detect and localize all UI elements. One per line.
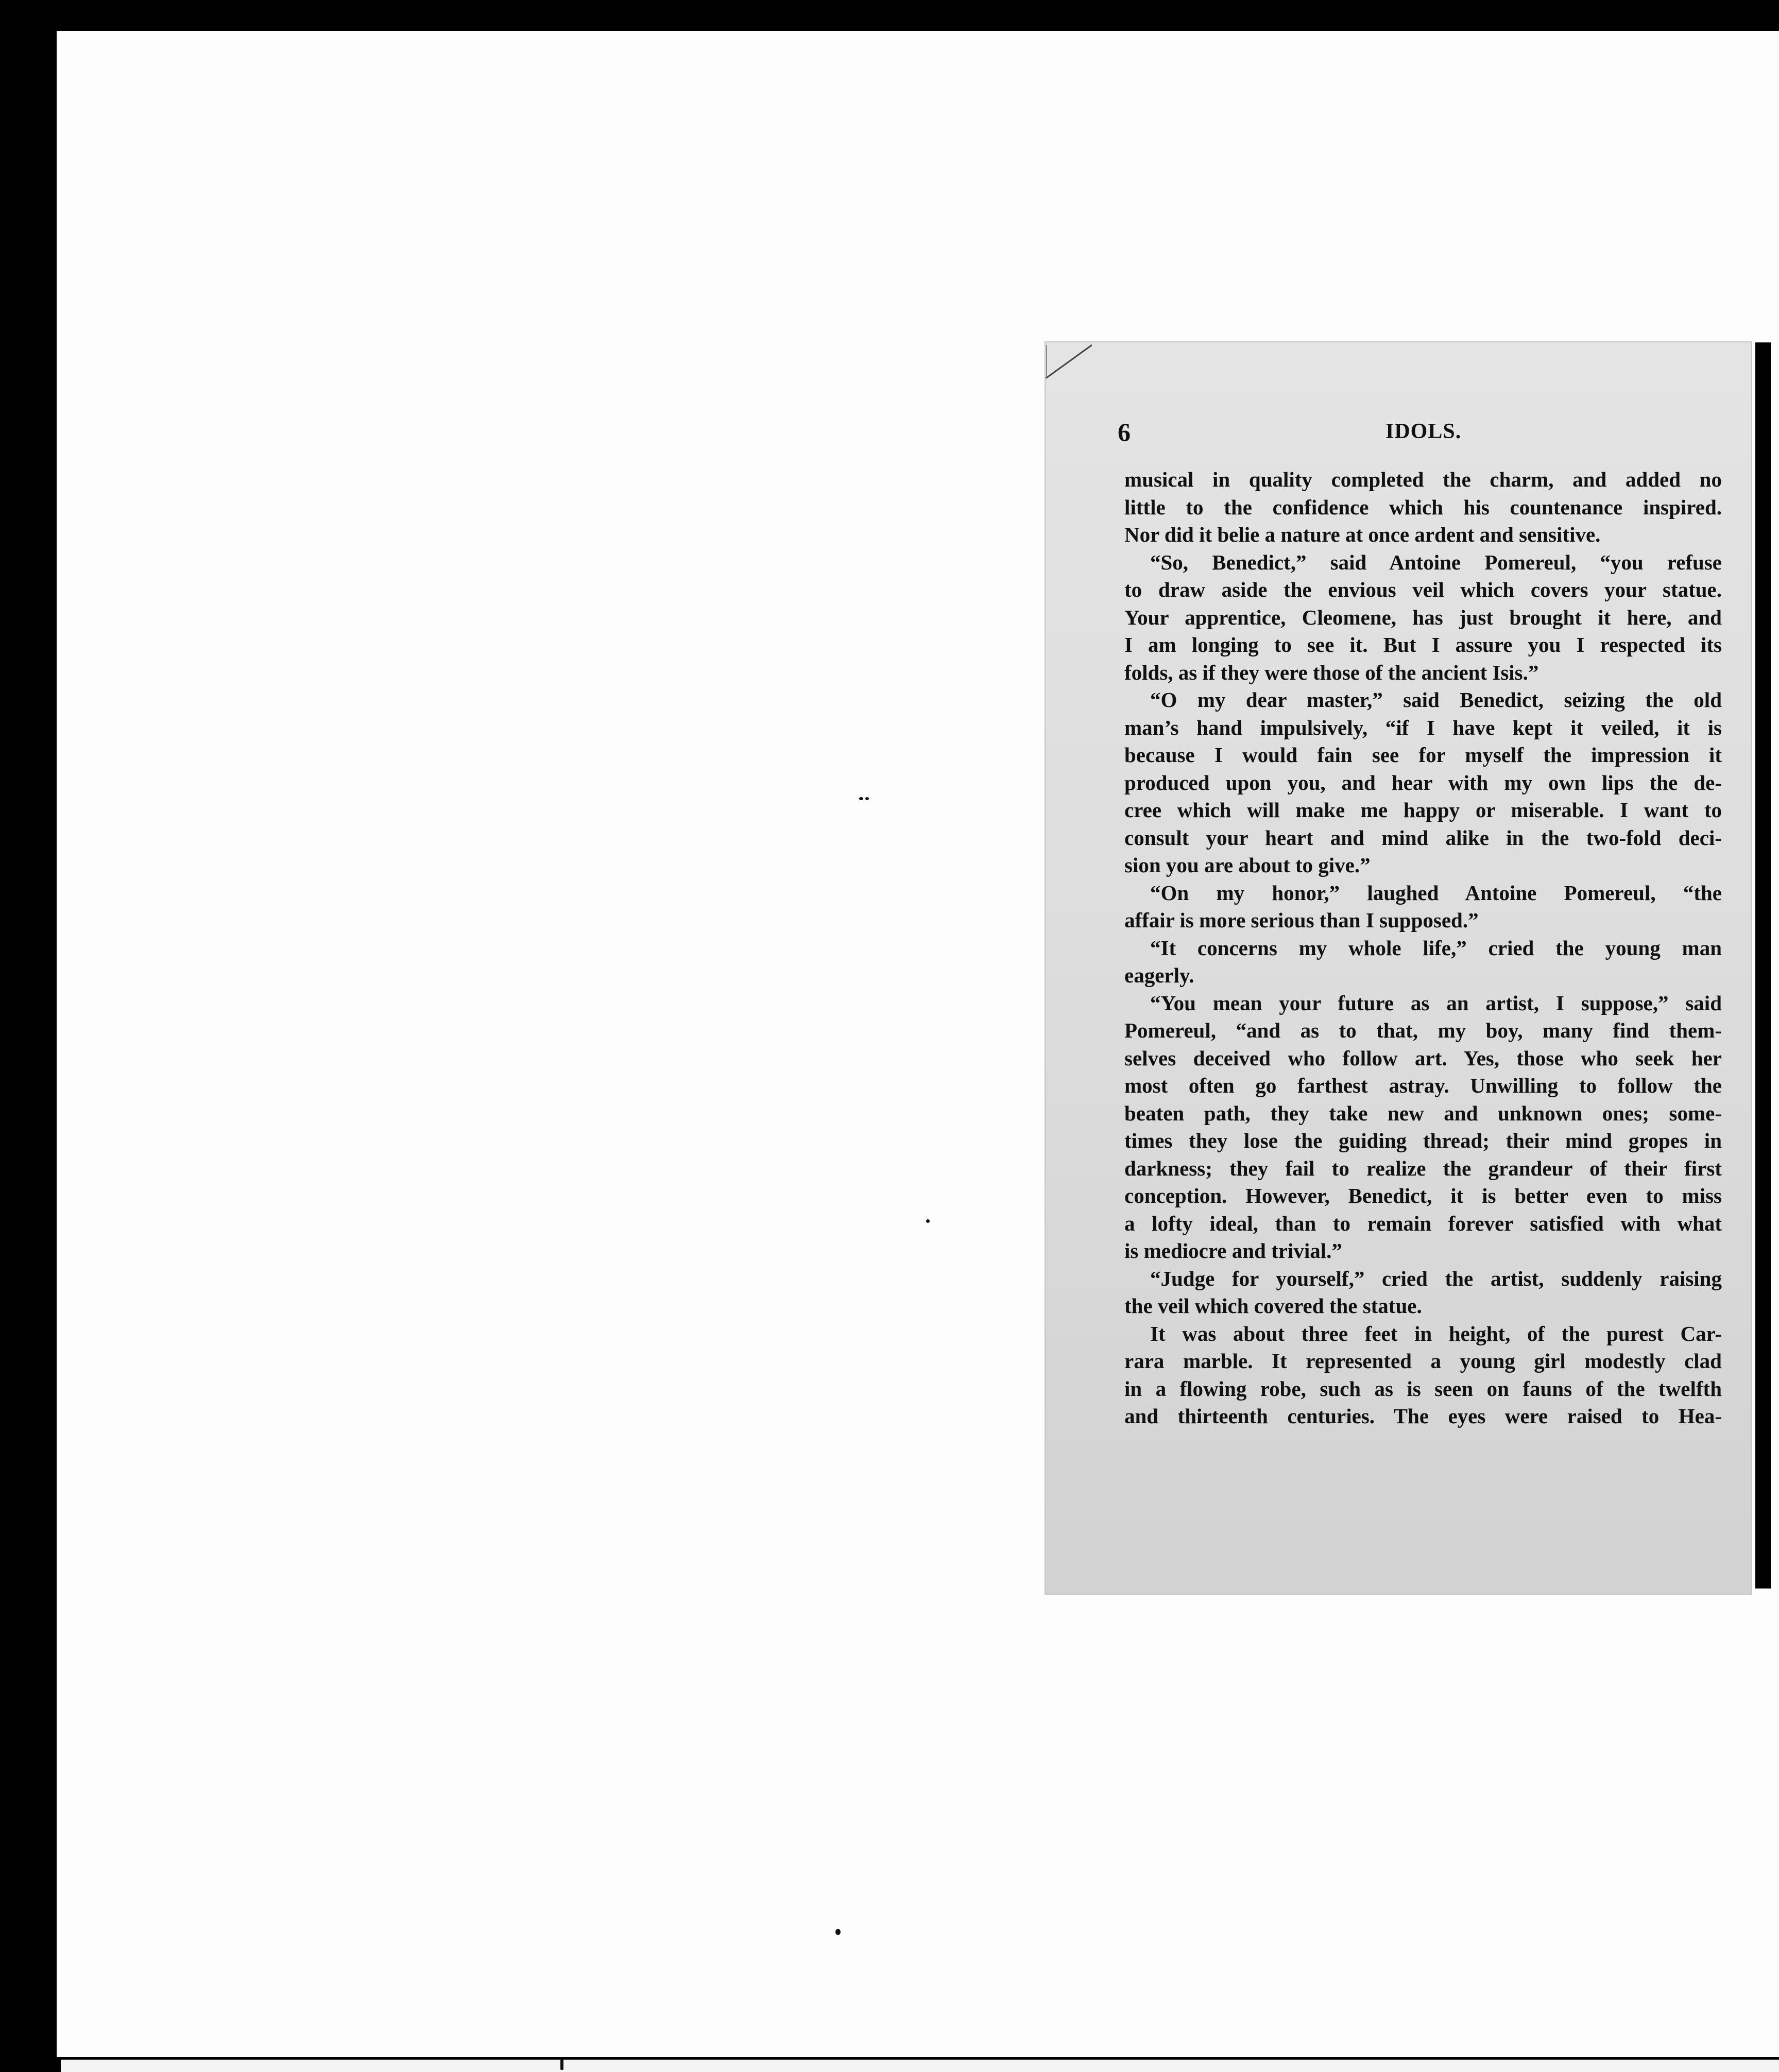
text-line: Pomereul, “and as to that, my boy, many find them-	[1124, 1018, 1722, 1042]
text-line: produced upon you, and hear with my own lips the de-	[1124, 770, 1722, 795]
running-head	[1118, 412, 1720, 453]
scan-speck	[926, 1219, 930, 1223]
text-line: “Judge for yourself,” cried the artist, suddenly raising	[1150, 1266, 1722, 1290]
text-line: little to the confidence which his countenance inspired.	[1124, 495, 1722, 519]
text-line: sion you are about to give.”	[1124, 853, 1371, 877]
text-line: man’s hand impulsively, “if I have kept it veiled, it is	[1124, 715, 1722, 739]
text-line: consult your heart and mind alike in the two-fold deci-	[1124, 825, 1722, 850]
scan-speck	[560, 2060, 563, 2070]
folded-corner	[1046, 342, 1092, 378]
text-line: “It concerns my whole life,” cried the young man	[1150, 936, 1722, 960]
text-line: musical in quality completed the charm, and added no	[1124, 468, 1722, 491]
text-line: “On my honor,” laughed Antoine Pomereul, “the	[1150, 880, 1722, 905]
text-line: most often go farthest astray. Unwilling to follow the	[1124, 1074, 1722, 1097]
page-edge-shadow	[1755, 342, 1771, 1588]
text-line: eagerly.	[1124, 963, 1194, 987]
body-text	[1124, 466, 1722, 1430]
text-line: beaten path, they take new and unknown ones; some-	[1124, 1101, 1722, 1125]
text-line: rara marble. It represented a young girl modestly clad	[1124, 1349, 1722, 1373]
text-line: times they lose the guiding thread; their mind gropes in	[1124, 1129, 1722, 1152]
scan-speck	[859, 797, 863, 800]
text-line: It was about three feet in height, of the purest Car-	[1150, 1321, 1722, 1345]
text-line: and thirteenth centuries. The eyes were raised to Hea-	[1124, 1404, 1722, 1428]
text-line: selves deceived who follow art. Yes, those who seek her	[1124, 1046, 1722, 1070]
text-line: Nor did it belie a nature at once ardent and sensitive.	[1124, 523, 1601, 546]
text-line: to draw aside the envious veil which covers your statue.	[1124, 578, 1722, 601]
scan-bottom-strip	[61, 2060, 1779, 2072]
scan-speck	[835, 1929, 841, 1935]
text-line: in a flowing robe, such as is seen on fauns of the twelfth	[1124, 1376, 1722, 1401]
text-line: is mediocre and trivial.”	[1124, 1239, 1342, 1263]
text-line: folds, as if they were those of the ancient Isis.”	[1124, 660, 1539, 684]
scan-speck	[865, 797, 869, 800]
text-line: I am longing to see it. But I assure you I respected its	[1124, 633, 1722, 657]
scan-border-left	[3, 0, 10, 2072]
text-line: “So, Benedict,” said Antoine Pomereul, “you refuse	[1150, 550, 1722, 574]
text-line: “O my dear master,” said Benedict, seizing the old	[1150, 688, 1722, 712]
text-line: darkness; they fail to realize the grandeur of their first	[1124, 1156, 1722, 1180]
text-line: because I would fain see for myself the impression it	[1124, 743, 1722, 767]
running-title: IDOLS.	[1385, 420, 1462, 443]
text-line: a lofty ideal, than to remain forever satisfied with what	[1124, 1211, 1722, 1235]
text-line: the veil which covered the statue.	[1124, 1294, 1422, 1318]
text-line: Your apprentice, Cleomene, has just brought it here, and	[1124, 605, 1722, 629]
text-line: affair is more serious than I supposed.”	[1124, 908, 1479, 932]
text-line: cree which will make me happy or miserable. I want to	[1124, 798, 1722, 822]
text-line: “You mean your future as an artist, I suppose,” said	[1150, 991, 1722, 1015]
text-line: conception. However, Benedict, it is better even to miss	[1124, 1184, 1722, 1207]
page-number: 6	[1118, 418, 1131, 446]
